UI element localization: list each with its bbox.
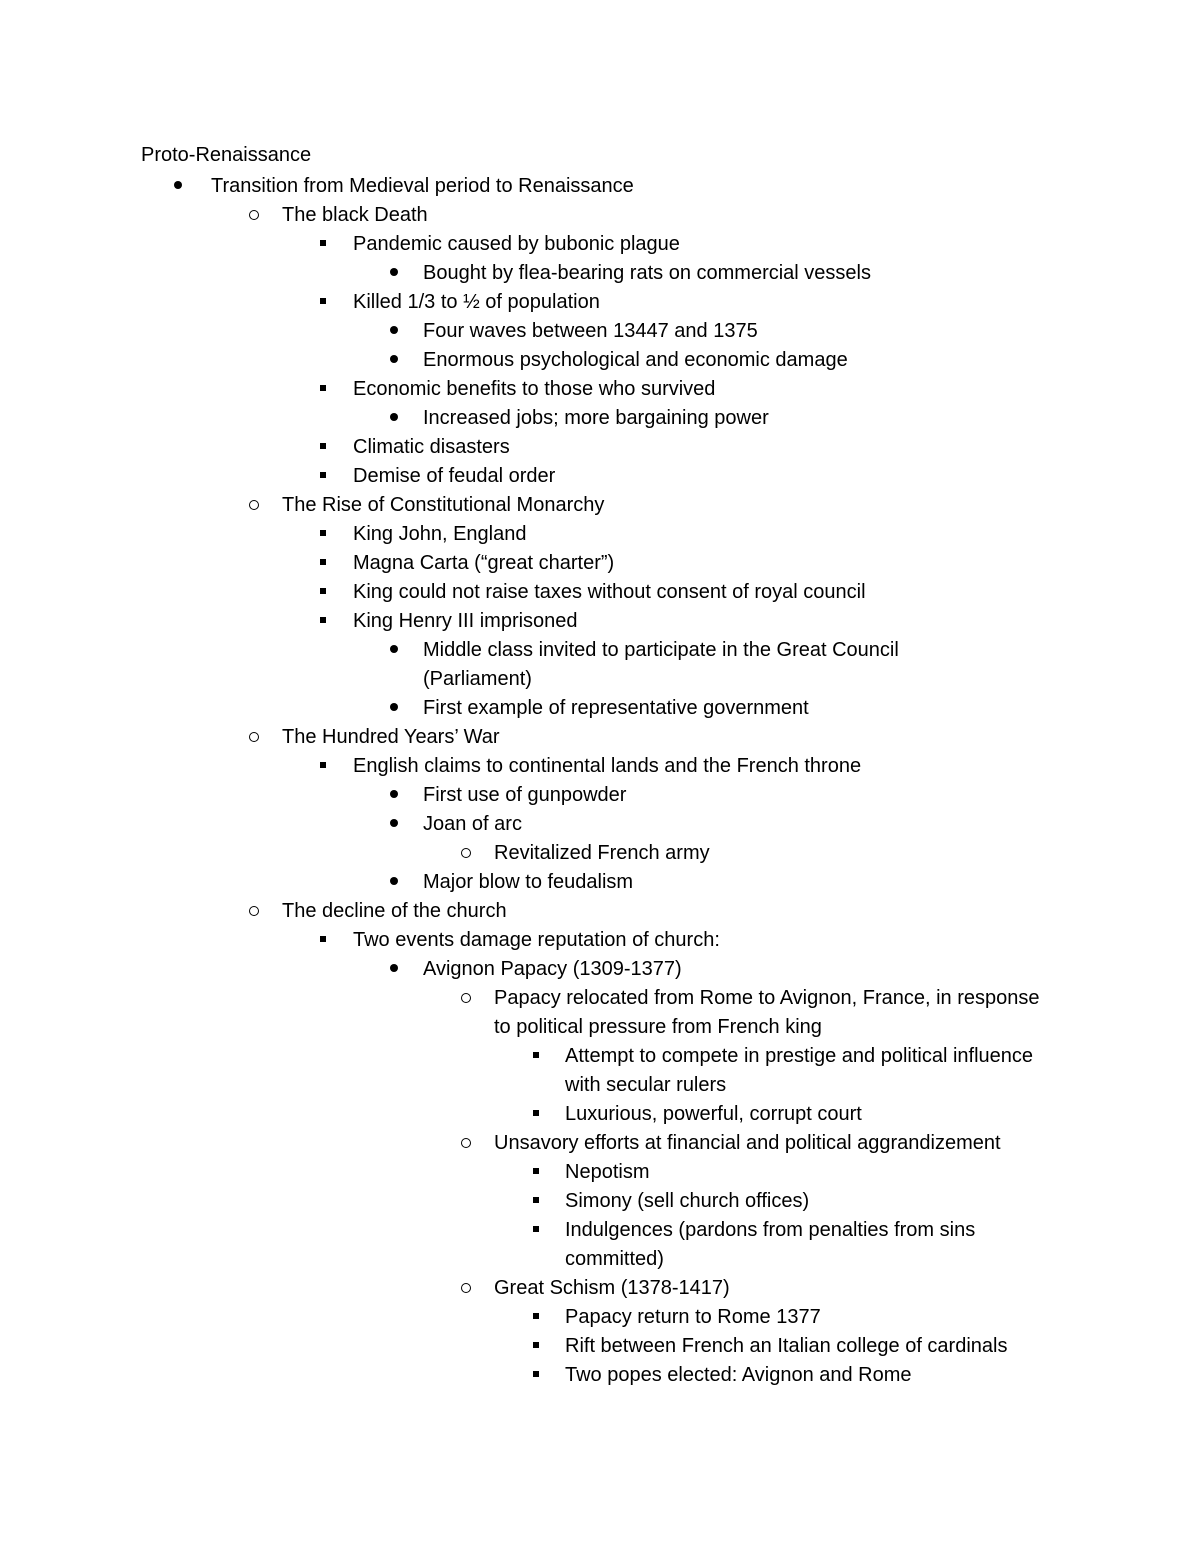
outline-item-text: Bought by flea-bearing rats on commercial vessels: [423, 262, 871, 284]
outline-item: [0, 781, 1200, 810]
outline-item: [0, 520, 1200, 549]
outline-item: [0, 230, 1200, 259]
square-bullet-icon: [313, 433, 333, 462]
outline-item-text: The decline of the church: [282, 900, 507, 922]
outline-item-text: Two events damage reputation of church:: [353, 929, 720, 951]
outline-item-text: Great Schism (1378-1417): [494, 1277, 730, 1299]
outline-item-text: Indulgences (pardons from penalties from sins committed): [565, 1219, 976, 1270]
square-bullet-icon: [526, 1100, 546, 1129]
outline-item-text: Simony (sell church offices): [565, 1190, 810, 1212]
outline-item-text: The black Death: [282, 204, 428, 226]
outline-item-text: King could not raise taxes without consent of royal council: [353, 581, 866, 603]
square-bullet-icon: [313, 752, 333, 781]
outline-item: [0, 201, 1200, 230]
outline-item: [0, 1216, 1200, 1274]
square-bullet-icon: [526, 1303, 546, 1332]
outline-item-text: King Henry III imprisoned: [353, 610, 578, 632]
outline-item-text: The Hundred Years’ War: [282, 726, 500, 748]
outline-item: [0, 346, 1200, 375]
dot-bullet-icon: [384, 781, 404, 810]
square-bullet-icon: [313, 520, 333, 549]
circle-bullet-icon: [456, 1129, 476, 1158]
outline-item: [0, 172, 1200, 201]
outline-item: [0, 1187, 1200, 1216]
circle-bullet-icon: [456, 984, 476, 1013]
circle-bullet-icon: [456, 1274, 476, 1303]
circle-bullet-icon: [456, 839, 476, 868]
outline-item-text: Rift between French an Italian college of cardinals: [565, 1335, 1008, 1357]
square-bullet-icon: [526, 1158, 546, 1187]
outline-item-text: Avignon Papacy (1309-1377): [423, 958, 682, 980]
outline-item-text: First use of gunpowder: [423, 784, 627, 806]
square-bullet-icon: [313, 607, 333, 636]
dot-bullet-icon: [384, 317, 404, 346]
outline-item-text: Magna Carta (“great charter”): [353, 552, 615, 574]
circle-bullet-icon: [244, 201, 264, 230]
outline-item-text: Two popes elected: Avignon and Rome: [565, 1364, 912, 1386]
outline-item-text: The Rise of Constitutional Monarchy: [282, 494, 605, 516]
outline-item-text: First example of representative government: [423, 697, 809, 719]
dot-bullet-icon: [384, 346, 404, 375]
square-bullet-icon: [313, 926, 333, 955]
dot-bullet-icon: [168, 172, 188, 201]
outline-item-text: King John, England: [353, 523, 527, 545]
outline-item: [0, 636, 1200, 694]
outline-item-text: Climatic disasters: [353, 436, 510, 458]
outline-item: [0, 1303, 1200, 1332]
square-bullet-icon: [313, 288, 333, 317]
dot-bullet-icon: [384, 404, 404, 433]
outline-item: [0, 404, 1200, 433]
outline-item-text: Economic benefits to those who survived: [353, 378, 716, 400]
outline-item: [0, 694, 1200, 723]
outline-item: [0, 288, 1200, 317]
outline-item: [0, 868, 1200, 897]
outline-item-text: Major blow to feudalism: [423, 871, 634, 893]
outline-item: [0, 1158, 1200, 1187]
square-bullet-icon: [313, 549, 333, 578]
outline-item-text: Luxurious, powerful, corrupt court: [565, 1103, 862, 1125]
outline-item-text: Unsavory efforts at financial and political aggrandizement: [494, 1132, 1001, 1154]
outline-item: [0, 752, 1200, 781]
outline-item: [0, 1361, 1200, 1390]
dot-bullet-icon: [384, 955, 404, 984]
dot-bullet-icon: [384, 636, 404, 665]
square-bullet-icon: [526, 1361, 546, 1390]
square-bullet-icon: [526, 1187, 546, 1216]
outline-item: [0, 433, 1200, 462]
outline-item: [0, 1332, 1200, 1361]
outline-item-text: Joan of arc: [423, 813, 522, 835]
outline-item: [0, 578, 1200, 607]
outline-item-text: Papacy relocated from Rome to Avignon, France, in response to political pressure from French king: [494, 987, 1040, 1038]
outline-item-text: Four waves between 13447 and 1375: [423, 320, 758, 342]
outline-item: [0, 1042, 1200, 1100]
outline-item: [0, 926, 1200, 955]
circle-bullet-icon: [244, 897, 264, 926]
outline-item-text: Middle class invited to participate in the Great Council (Parliament): [423, 639, 899, 690]
outline-list: [0, 172, 1200, 1390]
outline-item-text: Demise of feudal order: [353, 465, 556, 487]
square-bullet-icon: [313, 230, 333, 259]
square-bullet-icon: [313, 462, 333, 491]
outline-item-text: Papacy return to Rome 1377: [565, 1306, 821, 1328]
outline-item: [0, 955, 1200, 984]
outline-item-text: Revitalized French army: [494, 842, 710, 864]
outline-item: [0, 839, 1200, 868]
outline-item: [0, 723, 1200, 752]
dot-bullet-icon: [384, 868, 404, 897]
dot-bullet-icon: [384, 810, 404, 839]
outline-item: [0, 375, 1200, 404]
square-bullet-icon: [526, 1042, 546, 1071]
outline-item-text: Transition from Medieval period to Renaissance: [211, 175, 634, 197]
outline-item-text: Nepotism: [565, 1161, 650, 1183]
outline-item-text: Pandemic caused by bubonic plague: [353, 233, 680, 255]
outline-item: [0, 984, 1200, 1042]
dot-bullet-icon: [384, 259, 404, 288]
outline-item: [0, 1274, 1200, 1303]
circle-bullet-icon: [244, 491, 264, 520]
outline-item-text: Enormous psychological and economic damage: [423, 349, 848, 371]
outline-item-text: Increased jobs; more bargaining power: [423, 407, 769, 429]
square-bullet-icon: [526, 1216, 546, 1245]
outline-item: [0, 810, 1200, 839]
square-bullet-icon: [313, 375, 333, 404]
outline-item: [0, 1100, 1200, 1129]
outline-item: [0, 462, 1200, 491]
outline-item: [0, 897, 1200, 926]
outline-item-text: Attempt to compete in prestige and political influence with secular rulers: [565, 1045, 1034, 1096]
dot-bullet-icon: [384, 694, 404, 723]
outline-item: [0, 549, 1200, 578]
outline-item-text: English claims to continental lands and the French throne: [353, 755, 862, 777]
outline-item: [0, 607, 1200, 636]
circle-bullet-icon: [244, 723, 264, 752]
outline-item: [0, 1129, 1200, 1158]
outline-item: [0, 491, 1200, 520]
outline-item: [0, 317, 1200, 346]
outline-item: [0, 259, 1200, 288]
document-title: Proto-Renaissance: [141, 144, 312, 166]
outline-item-text: Killed 1/3 to ½ of population: [353, 291, 600, 313]
square-bullet-icon: [313, 578, 333, 607]
square-bullet-icon: [526, 1332, 546, 1361]
